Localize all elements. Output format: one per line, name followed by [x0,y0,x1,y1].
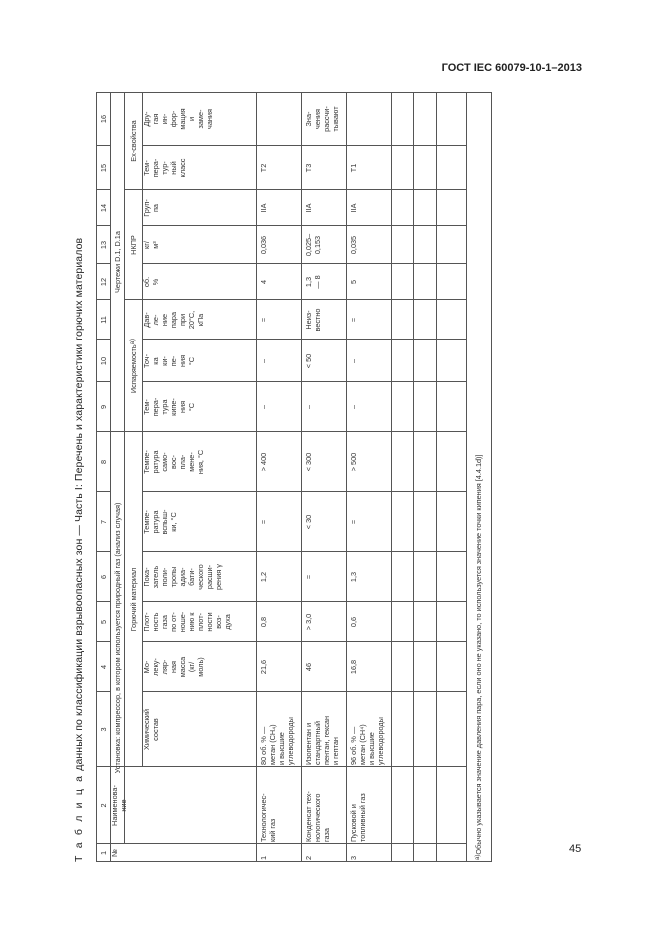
row-3-vapour-pressure: = [349,317,358,323]
column-number-15: 15 [98,163,108,173]
column-number-6: 6 [98,574,108,580]
row-1-group: IIA [259,203,268,213]
row-2-vapour-temp: < 50 [304,353,313,369]
header-lfl-kg: кг/ м³ [142,241,160,249]
table-caption [73,92,95,862]
row-3-composition: 96 об. % — метан (СН⁴) и высшие углеводороды [349,717,385,765]
row-1-composition: 80 об. % — метан (СН₄) и высшие углеводороды [259,717,295,765]
row-1-boiling-temp: – [259,404,268,410]
row-1-name: Технологичес- кий газ [259,793,277,842]
header-other: Дру- гая ин- фор- мация и заме- чания [142,108,214,130]
row-3-vapour-temp: – [349,358,358,364]
row-2-polytropic: = [304,574,313,580]
column-number-2: 2 [98,803,108,808]
header-flash-point: Темпе- ратура вспыш- ки, °С [142,509,178,535]
header-vapour-pressure: Дав- ле- ние пара при 20°С, кПа [142,310,205,330]
column-number-3: 3 [98,727,108,732]
header-boiling-temp: Тем- пера- тура кипе- ния °С [142,397,196,417]
caption-prefix: Т а б л и ц а [73,773,85,862]
table-border-bottom [491,92,492,862]
header-density: Плот- ность газа по от- ноше- нию к плот- ности воз- духа [142,611,232,633]
column-number-5: 5 [98,619,108,625]
empty-row-rule [413,92,414,862]
rotated-table-block [73,92,623,862]
row-3-mol-mass: 16,8 [349,659,358,675]
column-number-14: 14 [98,203,108,213]
row-3-ignition-temp: > 500 [349,452,358,472]
row-3-name: Пусковой и топливный газ [349,793,367,842]
group-volatility: Испаряемость а) [128,338,138,394]
row-rule [346,92,347,862]
footnote-text: Обычно указывается значение давления пара, если оно не указано, то используется значение точки кипения [4.4.1d)] [474,454,483,855]
drawings-label: Чертежи D.1, D.1a [112,231,122,293]
row-2-composition: Изопентан и стандартный пентан, гексан и гептан [304,715,340,765]
header-mol-mass: Мо- леку- ляр- ная масса (кг/ моль) [142,656,205,678]
row-3-group: IIA [349,203,358,213]
volatility-footnote-mark: а) [129,338,136,345]
row-1-lfl-kg: 0,036 [259,235,268,255]
header-composition: Химический состав [142,709,160,750]
row-2-name: Конденсат тех- нологического газа [304,791,331,842]
materials-table [96,92,621,862]
column-number-7: 7 [98,519,108,525]
row-1-mol-mass: 21,6 [259,659,268,675]
row-2-mol-mass: 46 [304,662,313,672]
row-2-no: 2 [304,855,313,860]
column-number-8: 8 [98,459,108,465]
group-flammable: Горючий материал [128,567,138,632]
row-3-other [349,92,391,146]
header-polytropic: Пока- затель поли- тропы адиа- бати- ческого расши- рения γ [142,564,223,590]
row-3-lfl-kg: 0,035 [349,235,358,255]
row-2-boiling-temp: – [304,404,313,410]
row-2-vapour-pressure: Неиз- вестно [304,308,322,332]
group-ex-properties: Ex-свойства [128,120,138,162]
row-1-ignition-temp: > 400 [259,452,268,472]
row-1-vapour-temp: – [259,358,268,364]
row-rule [391,92,392,862]
row-2-lfl-pct: 1,3 — 8 [304,275,322,289]
header-vapour-temp: Точ- ка ки- пе- ния °С [142,353,196,369]
header-name: Наименова- ние [110,785,128,826]
row-1-vapour-pressure: = [259,317,268,323]
row-3-no: 3 [349,855,358,860]
row-2-flash-point: < 30 [304,514,313,530]
column-number-10: 10 [98,356,108,366]
header-bottom-rule [256,92,257,862]
row-3-temp-class: T1 [349,163,358,173]
row-3-flash-point: = [349,519,358,525]
row-2-group: IIA [304,203,313,213]
row-2-lfl-kg: 0,025– 0,153 [304,233,322,257]
row-3-density: 0,6 [349,616,358,628]
row-3-boiling-temp: – [349,404,358,410]
table-footnote [466,92,491,862]
standard-designation: ГОСТ IEC 60079-10-1–2013 [441,62,582,74]
empty-row-rule [436,92,437,862]
row-2-ignition-temp: < 300 [304,452,313,472]
row-2-other: Зна- чения рассчи- тывают [304,106,340,132]
row-1-density: 0,8 [259,616,268,628]
installation-label: Установка: компрессор, в котором используется природный газ (анализ случая) [112,502,122,774]
header-temp-class: Тем- пера- тур- ный класс [142,158,187,178]
row-3-polytropic: 1,3 [349,571,358,583]
caption-text: данных по классификации взрывоопасных зон — Часть I: Перечень и характеристики горючих материалов [73,237,85,774]
row-1-lfl-pct: 4 [259,279,268,285]
column-number-16: 16 [98,114,108,124]
row-rule [301,92,302,862]
row-1-temp-class: T2 [259,163,268,173]
row-1-other [259,92,301,146]
header-lfl-pct: об. % [142,276,160,288]
row-2-temp-class: T3 [304,163,313,173]
row-2-density: > 3,0 [304,613,313,631]
column-number-12: 12 [98,277,108,287]
row-1-no: 1 [259,855,268,860]
column-number-11: 11 [98,316,108,324]
page-number: 45 [569,843,582,855]
header-no: № [110,849,119,857]
header-ignition-temp: Темпе- ратура само- вос- пла- мене- ния, °С [142,449,205,475]
row-1-flash-point: = [259,519,268,525]
column-number-4: 4 [98,664,108,670]
column-number-9: 9 [98,404,108,410]
column-number-1: 1 [98,850,108,856]
group-lfl: НКПР [128,235,138,255]
footnote-mark: а) [475,854,481,860]
header-group: Груп- па [142,199,160,217]
row-1-polytropic: 1,2 [259,571,268,583]
row-3-lfl-pct: 5 [349,279,358,285]
column-number-13: 13 [98,240,108,250]
